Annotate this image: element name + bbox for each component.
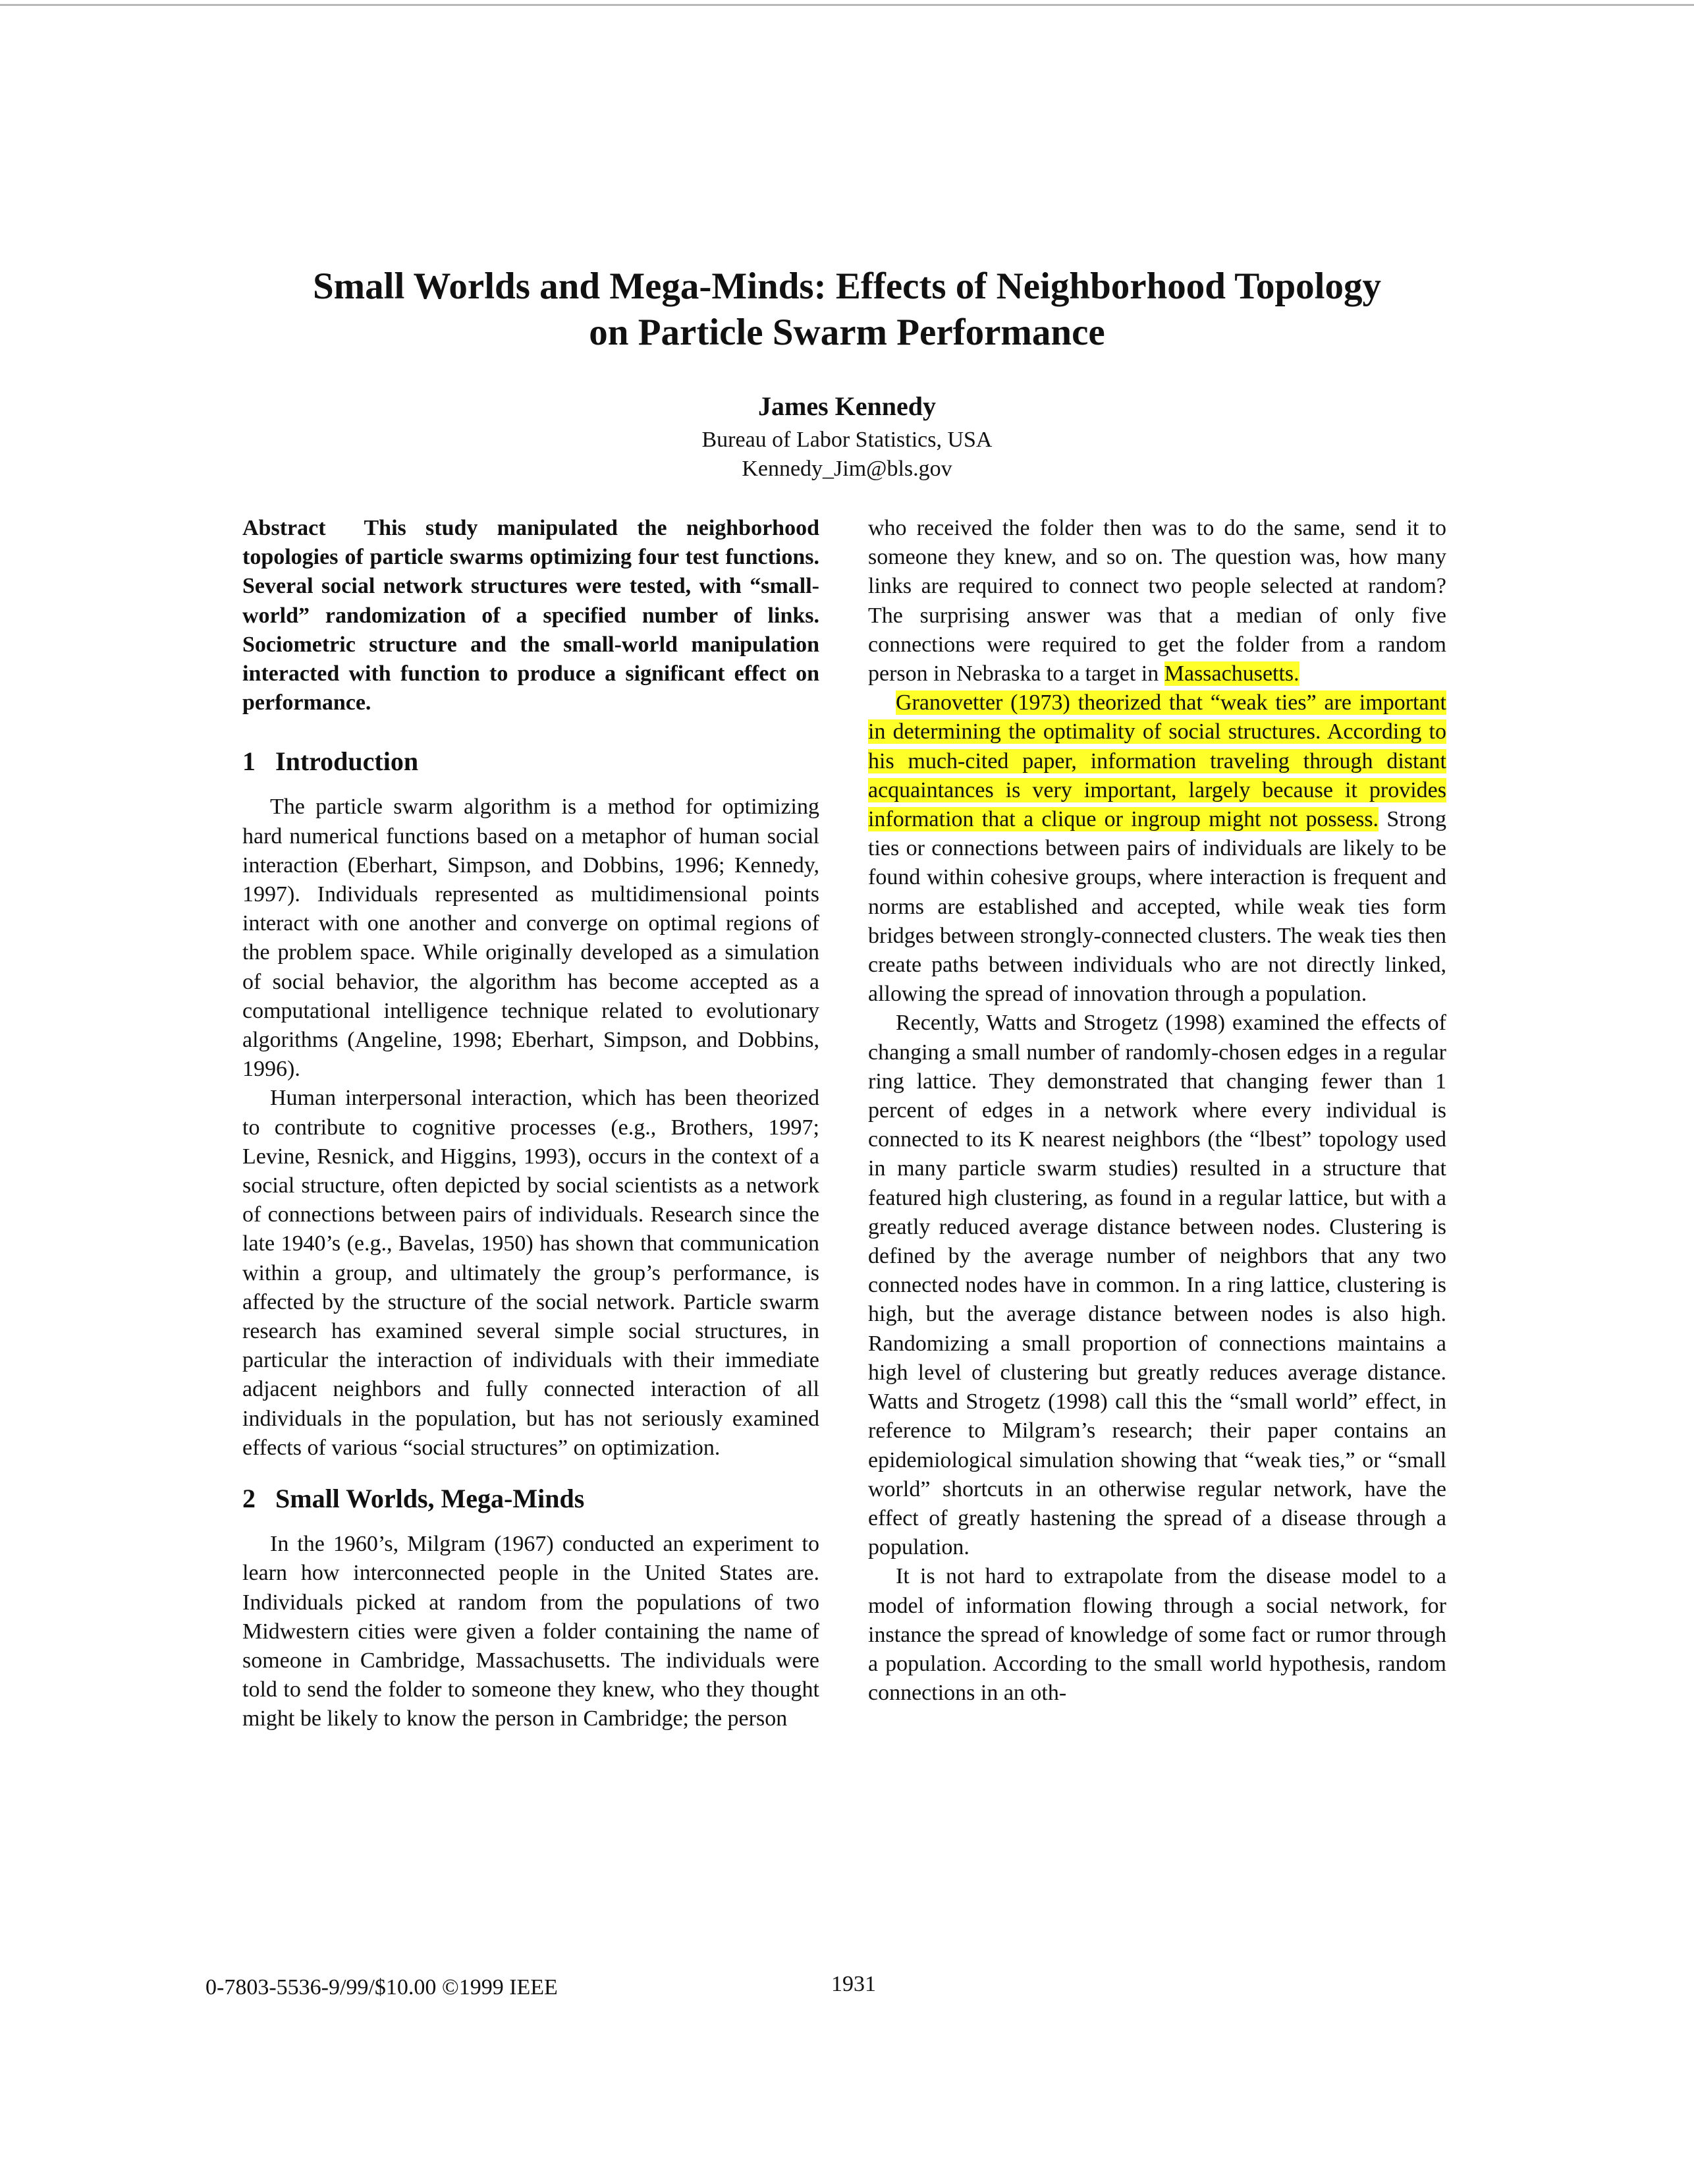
author-affiliation: Bureau of Labor Statistics, USA <box>701 428 993 452</box>
right-paragraph-1-text: who received the folder then was to do the same, send it to someone they knew, and so on. The question was, how many links are required to connect two people selected at random? The surprising answer was that a median of only five connections were required to get the folder from a random person in Nebraska to a target in <box>868 516 1446 686</box>
section-2-paragraph-1: In the 1960’s, Milgram (1967) conducted an experiment to learn how interconnected people in the United States are. Individuals picked at random from the populations of two Midwestern cities were given a folder containing the name of someone in Cambridge, Massachusetts. The individuals were told to send the folder to someone they knew, who they thought might be likely to know the person in Cambridge; the person <box>242 1532 819 1731</box>
highlighted-text-granovetter: Granovetter (1973) theorized that “weak ties” are important in determining the optimality of social structures. According to his much-cited paper, information traveling through distant acquaintances is very important, largely because it provides information that a clique or ingroup might not possess. <box>868 690 1446 832</box>
right-paragraph-2-text: Strong ties or connections between pairs of individuals are likely to be found within cohesive groups, where interaction is frequent and norms are established and accepted, while weak ties form bridges between strongly-connected clusters. The weak ties then create paths between individuals who are not directly linked, allowing the spread of innovation through a population. <box>868 807 1446 1007</box>
section-1-title: Introduction <box>275 746 419 777</box>
author-email: Kennedy_Jim@bls.gov <box>742 457 952 481</box>
section-1-number: 1 <box>242 746 256 777</box>
section-2-number: 2 <box>242 1484 256 1514</box>
left-column <box>242 514 819 1734</box>
section-2-heading <box>242 1482 819 1515</box>
abstract <box>242 514 819 717</box>
section-2-title: Small Worlds, Mega-Minds <box>275 1484 585 1514</box>
title-line-1: Small Worlds and Mega-Minds: Effects of Neighborhood Topology <box>312 266 1382 307</box>
right-paragraph-4: It is not hard to extrapolate from the disease model to a model of information flowing through a social network, for instance the spread of knowledge of some fact or rumor through a population. According to the small world hypothesis, random connections in an oth- <box>868 1564 1446 1706</box>
title-line-2: on Particle Swarm Performance <box>589 312 1105 353</box>
page-number: 1931 <box>831 1972 876 1996</box>
paper-title <box>132 264 1562 356</box>
page-top-border <box>0 4 1694 6</box>
section-1-paragraph-1: The particle swarm algorithm is a method for optimizing hard numerical functions based on a metaphor of human social interaction (Eberhart, Simpson, and Dobbins, 1996; Kennedy, 1997). Individuals represented as multidimensional points interact with one another and converge on optimal regions of the problem space. While originally developed as a simulation of social behavior, the algorithm has become accepted as a computational intelligence technique related to evolutionary algorithms (Angeline, 1998; Eberhart, Simpson, and Dobbins, 1996). <box>242 795 819 1082</box>
right-column <box>868 514 1446 1708</box>
abstract-label: Abstract <box>242 516 326 540</box>
footer-copyright: 0-7803-5536-9/99/$10.00 ©1999 IEEE <box>205 1975 558 2000</box>
author-name: James Kennedy <box>758 391 936 421</box>
right-paragraph-3: Recently, Watts and Strogetz (1998) examined the effects of changing a small number of randomly-chosen edges in a regular ring lattice. They demonstrated that changing fewer than 1 percent of edges in a network where every individual is connected to its K nearest neighbors (the “lbest” topology used in many particle swarm studies) resulted in a structure that featured high clustering, as found in a regular lattice, but with a greatly reduced average distance between nodes. Clustering is defined by the average number of neighbors that any two connected nodes have in common. In a ring lattice, clustering is high, but the average distance between nodes is also high. Randomizing a small proportion of connections maintains a high level of clustering but greatly reduces average distance. Watts and Strogetz (1998) call this the “small world” effect, in reference to Milgram’s research; their paper contains an epidemiological simulation showing that “weak ties,” or “small world” shortcuts in an otherwise regular network, have the effect of greatly hastening the spread of a disease through a population. <box>868 1011 1446 1560</box>
section-1-heading <box>242 745 819 778</box>
section-1-paragraph-2: Human interpersonal interaction, which has been theorized to contribute to cognitive processes (e.g., Brothers, 1997; Levine, Resnick, and Higgins, 1993), occurs in the context of a social structure, often depicted by social scientists as a network of connections between pairs of individuals. Research since the late 1940’s (e.g., Bavelas, 1950) has shown that communication within a group, and ultimately the group’s performance, is affected by the structure of the social network. Particle swarm research has examined several simple social structures, in particular the interaction of individuals with their immediate adjacent neighbors and fully connected interaction of all individuals in the population, but has not seriously examined effects of various “social structures” on optimization. <box>242 1086 819 1460</box>
right-paragraph-1 <box>868 514 1446 688</box>
right-paragraph-2 <box>868 688 1446 1009</box>
abstract-text: This study manipulated the neighborhood topologies of particle swarms optimizing four test functions. Several social network structures were tested, with “small-world” randomization of a specified number of links. Sociometric structure and the small-world manipulation interacted with function to produce a significant effect on performance. <box>242 516 819 715</box>
highlighted-text-massachusetts: Massachusetts. <box>1164 661 1299 686</box>
